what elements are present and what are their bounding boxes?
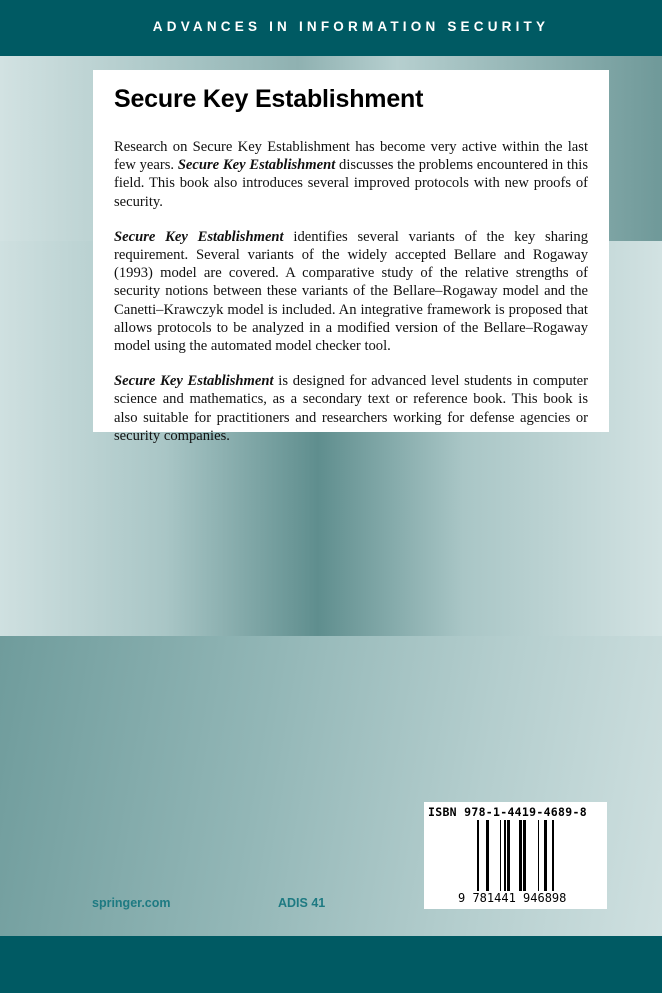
isbn-text: ISBN 978-1-4419-4689-8 bbox=[428, 805, 587, 819]
barcode-bar bbox=[507, 820, 510, 894]
text: is designed for advanced level students in computer science and mathematics, as a secondary text or reference book. This book is also suitable for practitioners and researchers working for defense agencies or security companies. bbox=[114, 373, 589, 444]
barcode-bars bbox=[469, 820, 575, 894]
emphasis: Secure Key Establishment bbox=[177, 157, 336, 174]
barcode-bar bbox=[477, 820, 479, 894]
text: identifies several variants of the key sharing requirement. Several variants of the widely accepted Bellare and Rogaway (1993) model are covered. A comparative study of the relative strengths of security notions between these variants of the Bellare–Rogaway model and the Canetti–Krawczyk model is included. An integrative framework is proposed that allows protocols to be analyzed in a modified version of the Bellare–Rogaway model using the automated model checker tool. bbox=[114, 228, 588, 355]
paragraph-2 bbox=[114, 228, 588, 355]
barcode-bar bbox=[544, 820, 547, 894]
text: Research on Secure Key Establishment has become very active within the last few years. bbox=[114, 139, 588, 174]
publisher-link[interactable]: springer.com bbox=[92, 896, 171, 910]
emphasis: Secure Key Establishment bbox=[114, 228, 284, 245]
barcode-bar bbox=[538, 820, 539, 894]
barcode-bar bbox=[523, 820, 526, 894]
barcode-number: 9 781441 946898 bbox=[458, 891, 567, 905]
barcode-bar bbox=[519, 820, 522, 894]
book-title: Secure Key Establishment bbox=[114, 85, 424, 113]
paragraph-3 bbox=[114, 372, 588, 445]
series-banner bbox=[0, 0, 662, 56]
emphasis: Secure Key Establishment bbox=[114, 373, 274, 390]
barcode-bar bbox=[504, 820, 506, 894]
barcode-bar bbox=[486, 820, 489, 894]
footer-band bbox=[0, 936, 662, 993]
paragraph-1 bbox=[114, 138, 588, 211]
isbn-barcode bbox=[424, 802, 607, 909]
barcode-bar bbox=[552, 820, 554, 894]
text: discusses the problems encountered in this field. This book also introduces several improved protocols with new proofs of security. bbox=[114, 157, 588, 210]
series-title: ADVANCES IN INFORMATION SECURITY bbox=[152, 19, 550, 34]
series-number: ADIS 41 bbox=[278, 896, 326, 910]
description-panel bbox=[93, 70, 609, 444]
barcode-bar bbox=[500, 820, 501, 894]
